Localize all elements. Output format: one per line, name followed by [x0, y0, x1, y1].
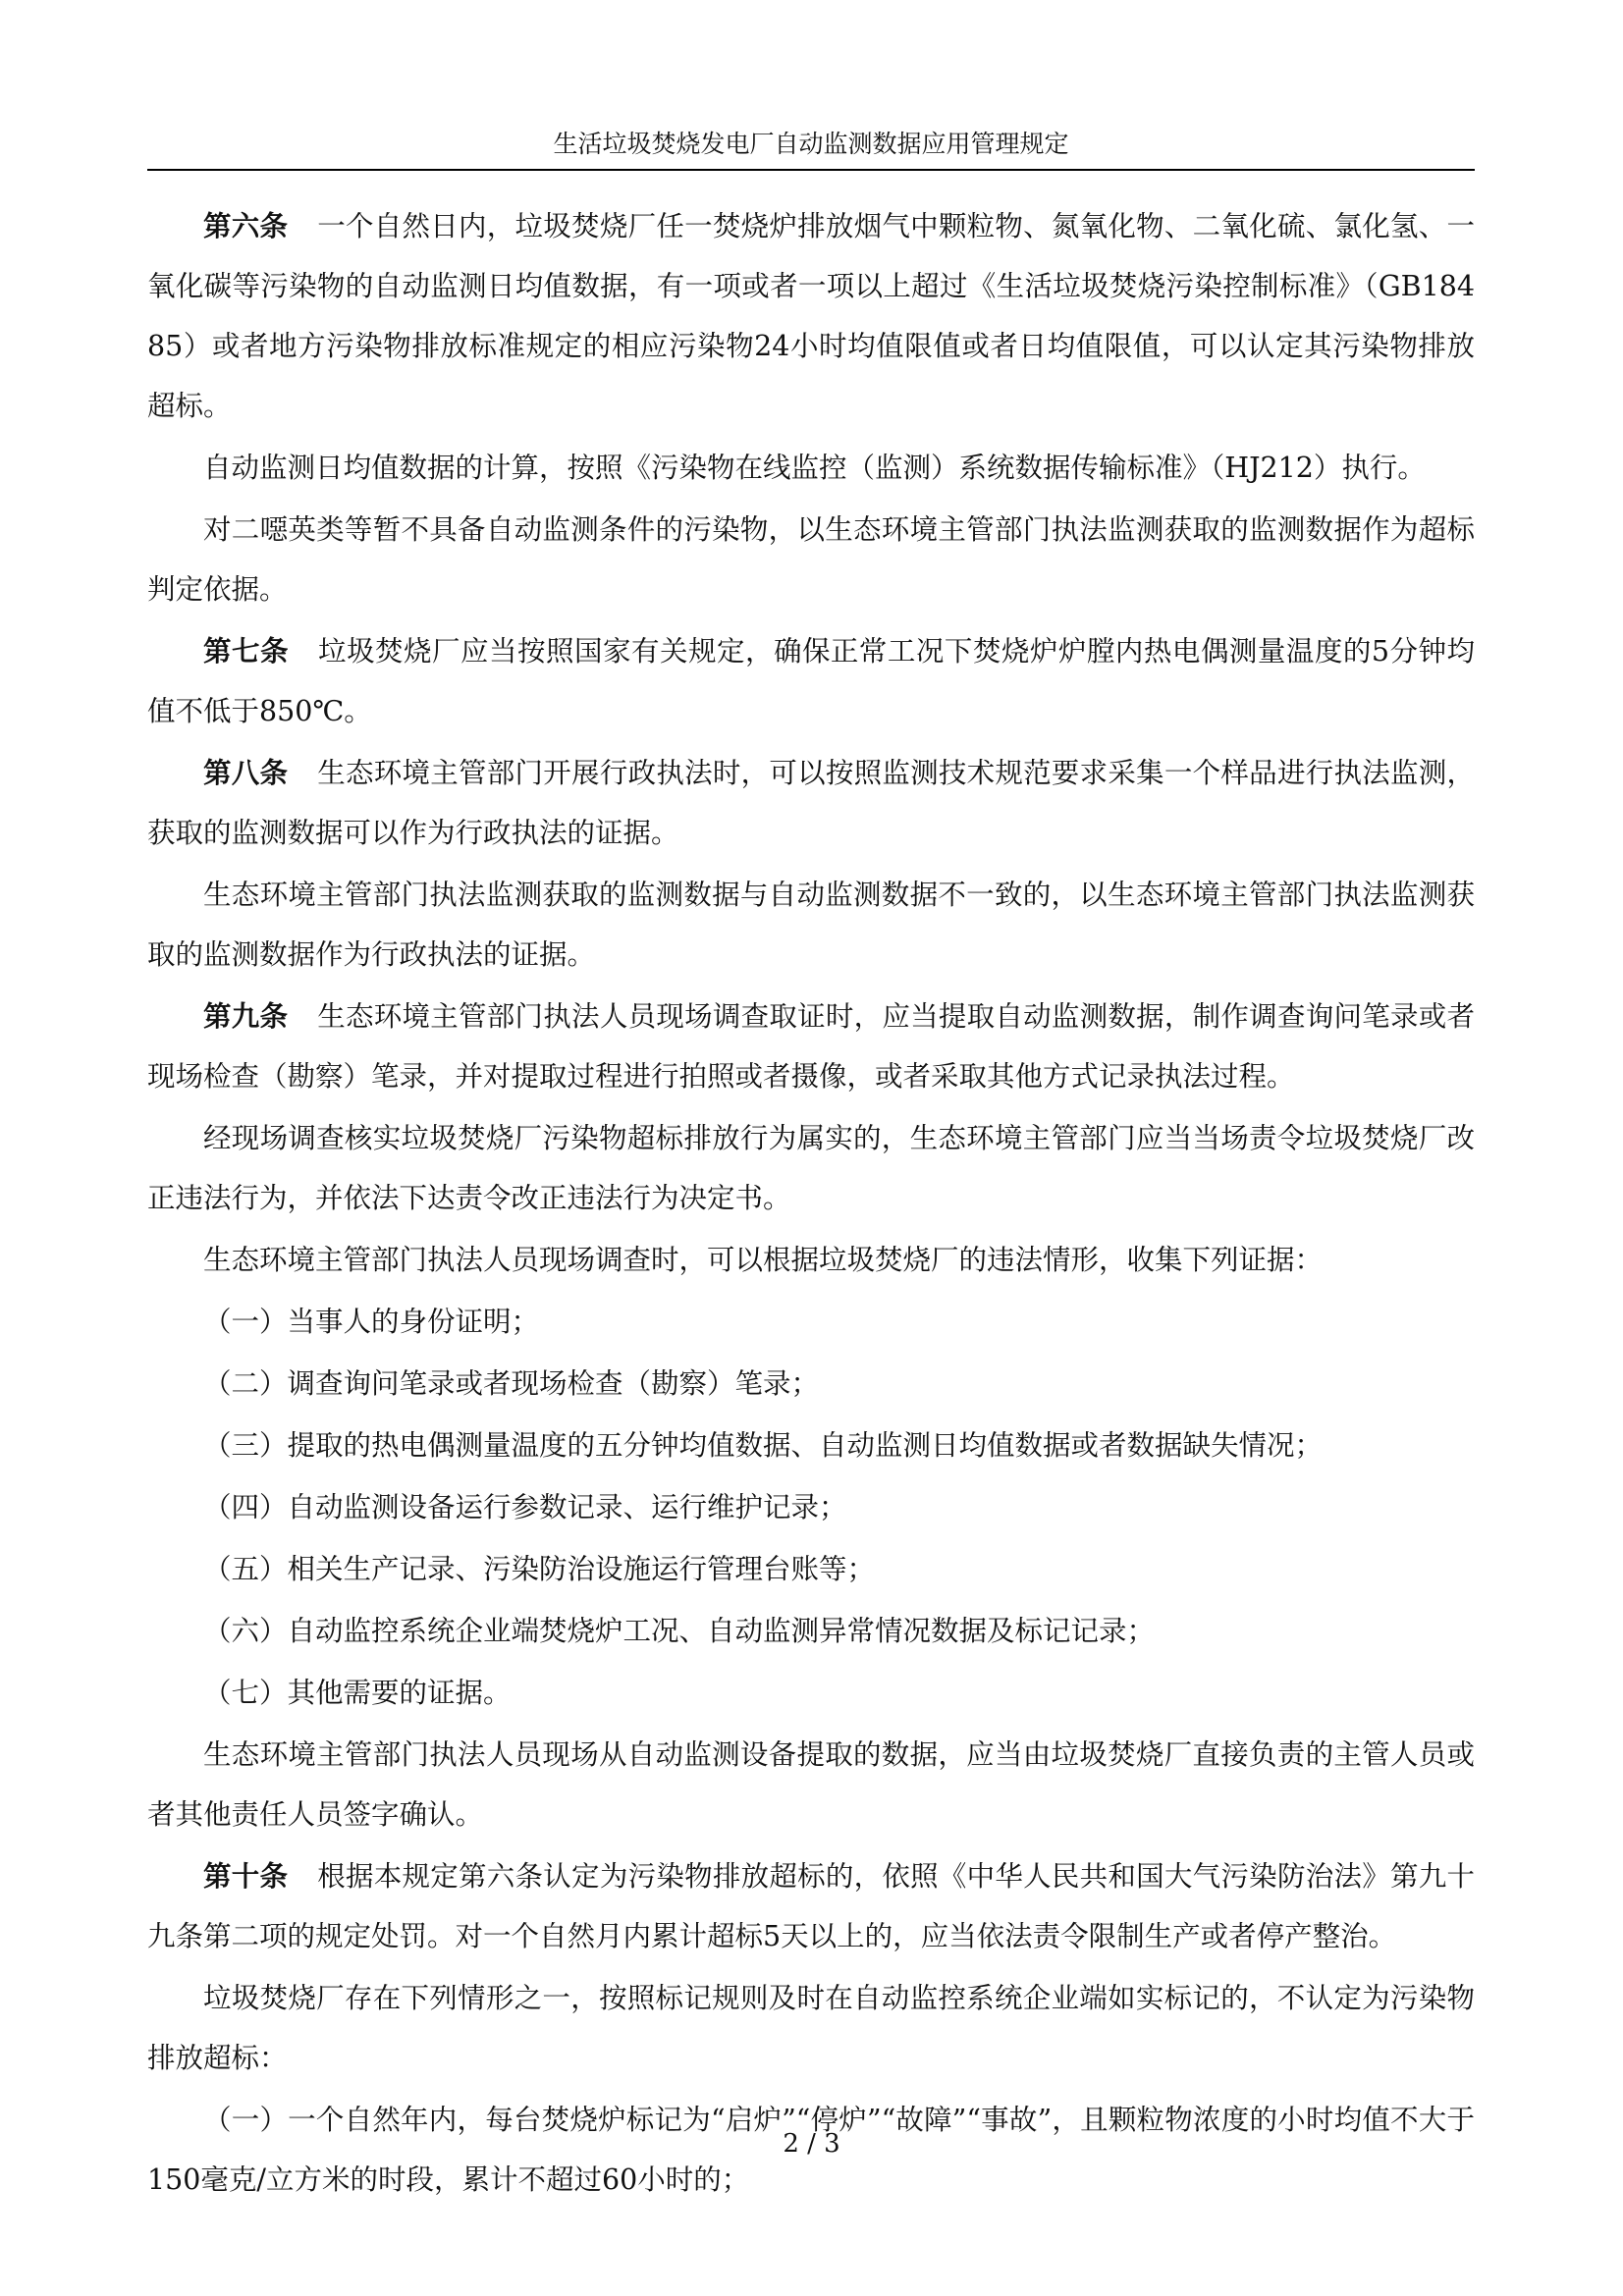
paragraph-text: 经现场调查核实垃圾焚烧厂污染物超标排放行为属实的，生态环境主管部门应当当场责令垃圾焚烧厂改正违法行为，并依法下达责令改正违法行为决定书。 — [147, 1122, 1475, 1214]
document-title: 生活垃圾焚烧发电厂自动监测数据应用管理规定 — [553, 130, 1069, 158]
list-item — [147, 1663, 1475, 1723]
list-item — [147, 1415, 1475, 1475]
list-item-text: （三）提取的热电偶测量温度的五分钟均值数据、自动监测日均值数据或者数据缺失情况； — [203, 1429, 1324, 1462]
paragraph — [147, 438, 1475, 498]
list-item — [147, 1477, 1475, 1537]
list-item — [147, 1354, 1475, 1414]
paragraph-text: 生态环境主管部门执法人员现场从自动监测设备提取的数据，应当由垃圾焚烧厂直接负责的主管人员或者其他责任人员签字确认。 — [147, 1738, 1475, 1831]
article-number: 第八条 — [203, 756, 289, 789]
paragraph-text: 一个自然日内，垃圾焚烧厂任一焚烧炉排放烟气中颗粒物、氮氧化物、二氧化硫、氯化氢、一氧化碳等污染物的自动监测日均值数据，有一项或者一项以上超过《生活垃圾焚烧污染控制标准》（GB18485）或者地方污染物排放标准规定的相应污染物24小时均值限值或者日均值限值，可以认定其污染物排放超标。 — [147, 210, 1475, 422]
page-number: 2 / 3 — [783, 2129, 840, 2159]
document-body — [147, 196, 1475, 2212]
list-item — [147, 1292, 1475, 1352]
paragraph-text: 生态环境主管部门开展行政执法时，可以按照监测技术规范要求采集一个样品进行执法监测，获取的监测数据可以作为行政执法的证据。 — [147, 757, 1475, 849]
list-item-text: （四）自动监测设备运行参数记录、运行维护记录； — [203, 1491, 847, 1523]
list-item-text: （二）调查询问笔录或者现场检查（勘察）笔录； — [203, 1367, 820, 1400]
paragraph — [147, 500, 1475, 619]
paragraph — [147, 621, 1475, 741]
paragraph — [147, 1846, 1475, 1966]
paragraph-text: 生态环境主管部门执法监测获取的监测数据与自动监测数据不一致的，以生态环境主管部门执法监测获取的监测数据作为行政执法的证据。 — [147, 879, 1475, 971]
list-item-text: （五）相关生产记录、污染防治设施运行管理台账等； — [203, 1553, 876, 1585]
article-number: 第六条 — [203, 209, 289, 242]
article-number: 第七条 — [203, 634, 289, 667]
paragraph — [147, 987, 1475, 1106]
paragraph — [147, 865, 1475, 985]
paragraph-text: 对二噁英类等暂不具备自动监测条件的污染物，以生态环境主管部门执法监测获取的监测数据作为超标判定依据。 — [147, 513, 1475, 606]
list-item — [147, 1539, 1475, 1599]
paragraph-text: 自动监测日均值数据的计算，按照《污染物在线监控（监测）系统数据传输标准》（HJ212）执行。 — [203, 452, 1426, 484]
article-number: 第九条 — [203, 999, 289, 1033]
article-number: 第十条 — [203, 1859, 289, 1893]
paragraph — [147, 743, 1475, 863]
running-header — [147, 130, 1475, 171]
paragraph-text: 垃圾焚烧厂存在下列情形之一，按照标记规则及时在自动监控系统企业端如实标记的，不认定为污染物排放超标： — [147, 1982, 1475, 2074]
list-item-text: （一）当事人的身份证明； — [203, 1306, 540, 1338]
paragraph-text: 垃圾焚烧厂应当按照国家有关规定，确保正常工况下焚烧炉炉膛内热电偶测量温度的5分钟均值不低于850℃。 — [147, 635, 1475, 727]
paragraph — [147, 1108, 1475, 1228]
list-item-text: （七）其他需要的证据。 — [203, 1677, 512, 1709]
paragraph-text: 生态环境主管部门执法人员现场调查时，可以根据垃圾焚烧厂的违法情形，收集下列证据： — [203, 1244, 1324, 1276]
paragraph — [147, 1230, 1475, 1290]
page-footer — [0, 2128, 1623, 2160]
paragraph — [147, 196, 1475, 436]
list-item-text: （一）一个自然年内，每台焚烧炉标记为“启炉”“停炉”“故障”“事故”，且颗粒物浓度的小时均值不大于150毫克/立方米的时段，累计不超过60小时的； — [147, 2104, 1475, 2196]
paragraph — [147, 1725, 1475, 1844]
list-item — [147, 1601, 1475, 1661]
list-item-text: （六）自动监控系统企业端焚烧炉工况、自动监测异常情况数据及标记记录； — [203, 1615, 1156, 1647]
paragraph — [147, 1968, 1475, 2088]
paragraph-text: 生态环境主管部门执法人员现场调查取证时，应当提取自动监测数据，制作调查询问笔录或者现场检查（勘察）笔录，并对提取过程进行拍照或者摄像，或者采取其他方式记录执法过程。 — [147, 1000, 1475, 1093]
paragraph-text: 根据本规定第六条认定为污染物排放超标的，依照《中华人民共和国大气污染防治法》第九十九条第二项的规定处罚。对一个自然月内累计超标5天以上的，应当依法责令限制生产或者停产整治。 — [147, 1860, 1475, 1952]
